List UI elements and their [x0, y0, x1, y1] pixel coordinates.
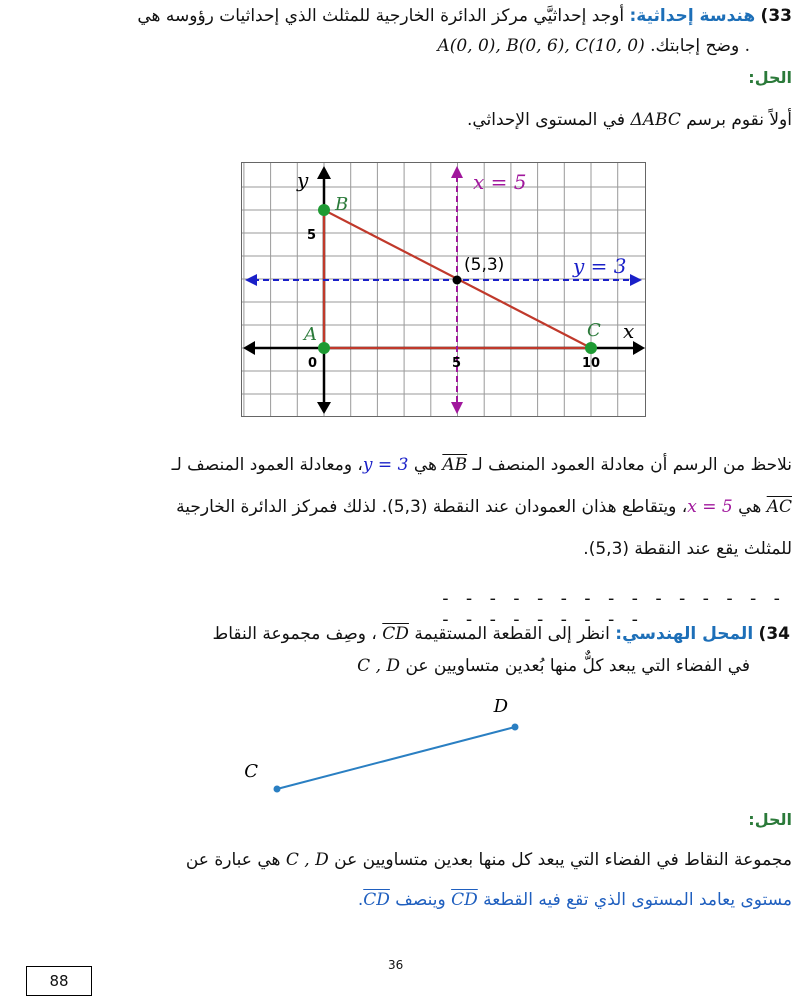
point-c-dot [274, 786, 281, 793]
point-c [585, 342, 597, 354]
solution-2-label [748, 810, 792, 829]
label-b: B [335, 194, 349, 215]
label-a: A [304, 324, 317, 345]
tick-label-10: 10 [582, 356, 601, 371]
circumcenter-point [453, 276, 462, 285]
answer-text: مجموعة النقاط في الفضاء التي يبعد كل منها بعدين متساويين عن [334, 850, 792, 870]
problem-number: 33) [760, 6, 792, 26]
explanation-text: هي [738, 497, 762, 517]
explanation-text: ، ويتقاطع هذان العمودان عند النقطة (5,3). لذلك فمركز الدائرة الخارجية [176, 497, 688, 517]
segment-cd-figure [244, 692, 540, 802]
segment-cd-line [277, 727, 515, 789]
problem-33-line-1 [137, 6, 792, 26]
label-c: C [587, 320, 601, 341]
separator: - - - - - - - - - - - - - - - - - - - - - - - - [440, 588, 784, 630]
point-a [318, 342, 330, 354]
explanation-line-1 [172, 455, 792, 475]
problem-34-line-1 [212, 624, 790, 644]
tick-label-0: 0 [308, 356, 318, 371]
graph-frame [242, 163, 646, 417]
problem-heading: المحل الهندسي: [615, 624, 754, 644]
explanation-line-2 [176, 497, 792, 517]
answer-text: هي عبارة عن [185, 850, 281, 870]
problem-34-line-2 [357, 656, 750, 676]
page-number: 36 [388, 958, 404, 972]
answer-line-2 [358, 890, 792, 910]
problem-text-end: . وضح إجابتك. [650, 36, 750, 56]
circumcenter-label: (5,3) [464, 255, 505, 275]
label-c: C [244, 761, 258, 782]
y-axis-label: y [297, 168, 309, 192]
segment-ac: AC [766, 497, 792, 517]
segment-cd: CD [451, 890, 478, 910]
page-box: 88 [26, 966, 92, 996]
solution-heading: الحل: [748, 810, 792, 829]
answer-period: . [357, 890, 364, 910]
explanation-line-3 [583, 539, 792, 559]
problem-text: أوجد إحداثيَّي مركز الدائرة الخارجية للمثلث الذي إحداثيات رؤوسه هي [137, 6, 625, 26]
tick-label-y5: 5 [307, 228, 317, 243]
segment-cd: CD [363, 890, 390, 910]
explanation-text: نلاحظ من الرسم أن معادلة العمود المنصف لـ [472, 455, 792, 475]
triangle-symbol: ΔABC [630, 110, 681, 130]
tick-label-x5: 5 [452, 356, 462, 371]
problem-33-line-2 [437, 36, 750, 56]
coordinate-graph [241, 162, 646, 417]
solution-heading: الحل: [748, 68, 792, 87]
step-1 [467, 110, 792, 130]
problem-heading: هندسة إحداثية: [629, 6, 756, 26]
answer-text: مستوى يعامد المستوى الذي تقع فيه القطعة [483, 890, 792, 910]
problem-number: 34) [758, 624, 790, 644]
step-text-suffix: في المستوى الإحداثي. [466, 110, 626, 130]
explanation-text: ، ومعادلة العمود المنصف لـ [171, 455, 363, 475]
answer-text: وينصف [395, 890, 446, 910]
points-cd: C , D [285, 850, 329, 870]
explanation-text: للمثلث يقع عند النقطة (5,3). [583, 539, 792, 559]
solution-label [748, 68, 792, 87]
explanation-text: هي [413, 455, 437, 475]
vertex-coordinates: A(0, 0), B(0, 6), C(10, 0) [437, 36, 645, 56]
answer-line-1 [186, 850, 792, 870]
problem-text: انظر إلى القطعة المستقيمة [414, 624, 610, 644]
step-text: أولاً نقوم برسم [686, 110, 792, 130]
problem-text: ، وصِف مجموعة النقاط [212, 624, 377, 644]
problem-text: في الفضاء التي يبعد كلٌّ منها بُعدين متساويين عن [405, 656, 750, 676]
points-cd: C , D [357, 656, 401, 676]
label-x5: x = 5 [473, 170, 527, 194]
label-d: D [493, 696, 508, 717]
label-y3: y = 3 [573, 254, 627, 278]
point-d-dot [512, 724, 519, 731]
segment-cd: CD [382, 624, 409, 644]
segment-ab: AB [442, 455, 468, 475]
point-b [318, 204, 330, 216]
equation-y3: y = 3 [362, 455, 409, 475]
equation-x5: x = 5 [687, 497, 733, 517]
x-axis-label: x [623, 319, 635, 343]
